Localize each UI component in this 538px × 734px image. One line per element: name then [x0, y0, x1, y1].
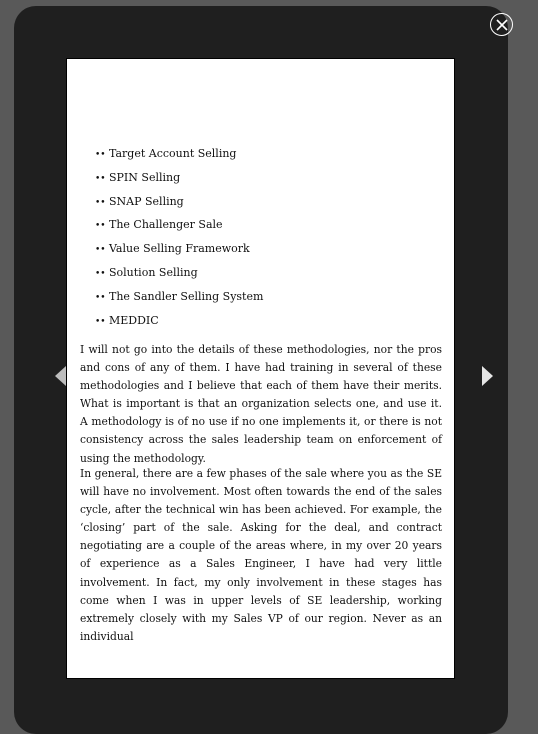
list-item-text: Solution Selling [109, 265, 198, 279]
list-item [95, 214, 263, 238]
next-page-button[interactable] [480, 365, 496, 387]
list-item-text: The Sandler Selling System [109, 289, 264, 303]
book-page [66, 58, 455, 679]
bullet-marker: •• [95, 150, 106, 160]
bullet-marker: •• [95, 173, 106, 184]
list-item [95, 238, 263, 262]
list-item-text: MEDDIC [109, 313, 159, 327]
list-item-text: SPIN Selling [109, 170, 181, 184]
list-item-text: Value Selling Framework [109, 242, 250, 256]
bullet-marker: •• [95, 268, 106, 279]
body-paragraph: In general, there are a few phases of the sale where you as the SE will have no involvement. Most often towards the end of the sales cycle, after the technical win has been achieved. For example, the ‘closing’ part of the sale. Asking for the deal, and contract negotiating are a couple of the areas where, in my over 20 years of experience as a Sales Engineer, I have had very little involvement. In fact, my only involvement in these stages has come when I was in upper levels of SE leadership, working extremely closely with my Sales VP of our region. Never as an individual [80, 467, 442, 643]
list-item-text: The Challenger Sale [109, 218, 223, 232]
list-item [95, 262, 263, 286]
close-icon [495, 18, 509, 32]
triangle-right-icon [480, 365, 496, 387]
list-item-text: SNAP Selling [109, 194, 184, 208]
bullet-marker: •• [95, 292, 106, 303]
methodology-list [95, 143, 263, 333]
list-item [95, 286, 263, 310]
bullet-marker: •• [95, 245, 106, 256]
close-button[interactable] [490, 13, 513, 36]
bullet-marker: •• [95, 316, 106, 327]
list-item [95, 191, 263, 215]
bullet-marker: •• [95, 197, 106, 208]
bullet-marker: •• [95, 221, 106, 232]
list-item [95, 310, 263, 334]
list-item-text: Target Account Selling [109, 147, 237, 160]
list-item [95, 143, 263, 167]
body-paragraph: I will not go into the details of these methodologies, nor the pros and cons of any of them. I have had training in several of these methodologies and I believe that each of them have their merits. What is important is that an organization selects one, and use it. A methodology is of no use if no one implements it, or there is not consistency across the sales leadership team on enforcement of using the methodology. [80, 343, 442, 465]
list-item [95, 167, 263, 191]
